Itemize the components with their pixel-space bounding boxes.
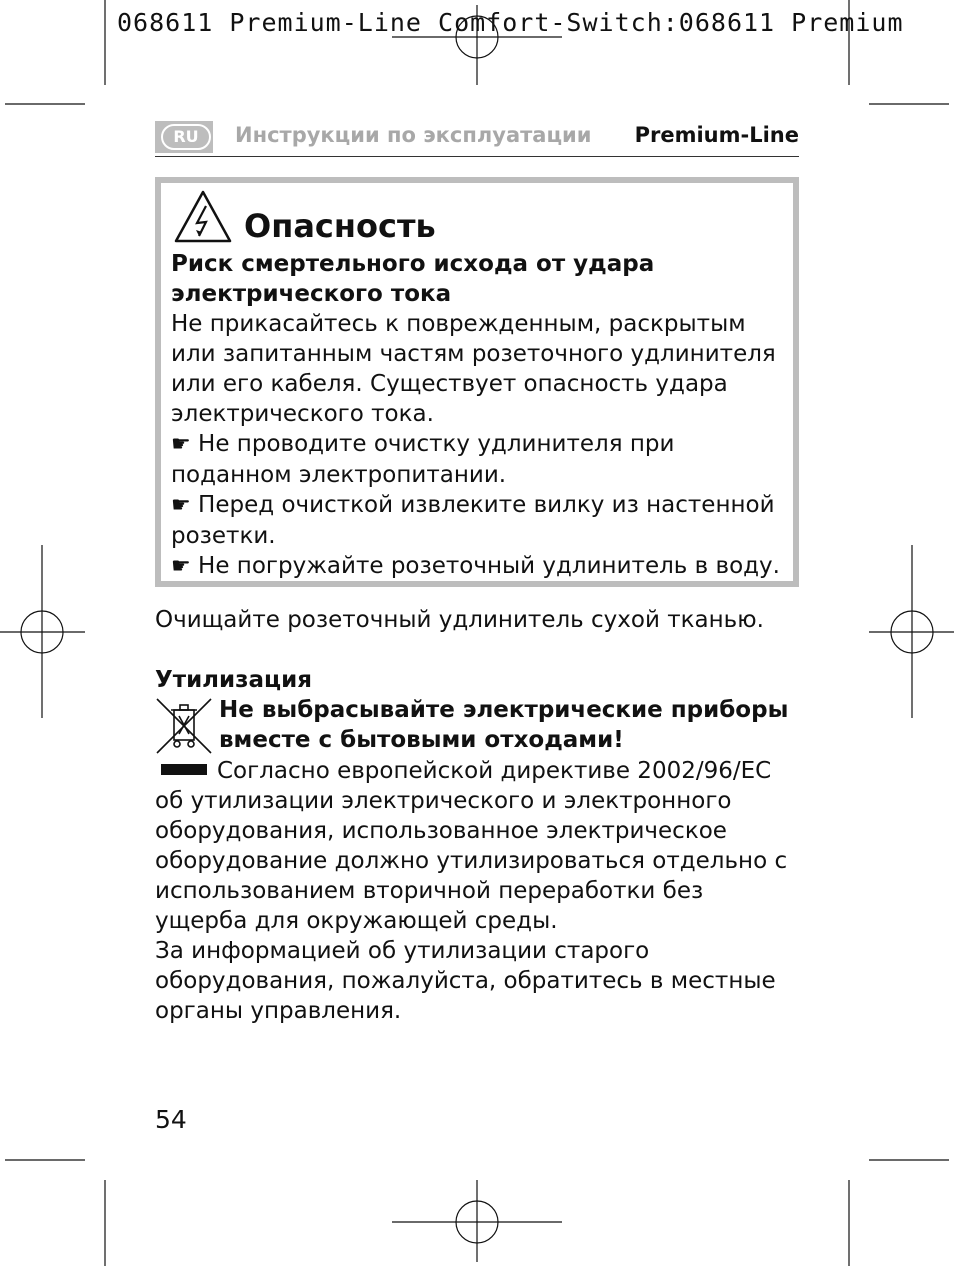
bullet-text: Не погружайте розеточный удлинитель в воду. [198,553,780,579]
bullet-text: Перед очисткой извлеките вилку из настенной розетки. [171,492,775,549]
black-bar-symbol [161,764,207,775]
warning-bullet [171,551,791,582]
warning-subtitle: Риск смертельного исхода от удара электрического тока [171,251,655,307]
warning-bullet [171,490,791,551]
disposal-paragraph-2: За информацией об утилизации старого оборудования, пожалуйста, обратитесь в местные органы управления. [155,938,776,1024]
page-number: 54 [155,1105,187,1134]
disposal-warning: Не выбрасывайте электрические приборы вместе с бытовыми отходами! [219,697,789,753]
cleaning-instruction: Очищайте розеточный удлинитель сухой тканью. [155,607,764,633]
pointing-hand-icon: ☛ [171,432,191,457]
print-slug-line: 068611 Premium-Line Comfort-Switch:068611 Premium [117,8,904,37]
warning-body [171,309,791,582]
pointing-hand-icon: ☛ [171,554,191,579]
warning-title: Опасность [244,207,436,245]
page-header [155,118,799,157]
pointing-hand-icon: ☛ [171,493,191,518]
disposal-heading: Утилизация [155,667,312,693]
disposal-body [155,756,799,1026]
warning-text: Не прикасайтесь к поврежденным, раскрытым или запитанным частям розеточного удлинителя или его кабеля. Существует опасность удара электрического тока. [171,311,776,427]
high-voltage-warning-icon [173,189,233,245]
bullet-text: Не проводите очистку удлинителя при поданном электропитании. [171,431,675,488]
danger-warning-box [155,177,799,587]
warning-bullet [171,429,791,490]
document-title: Инструкции по эксплуатации [235,123,592,147]
language-badge [155,121,213,153]
brand-name: Premium-Line [634,123,799,147]
crossed-out-bin-icon [155,697,213,755]
language-code: RU [161,124,211,150]
disposal-paragraph-1: Согласно европейской директиве 2002/96/ЕС об утилизации электрического и электронного оборудования, использованное электрическое оборудование должно утилизироваться отдельно с использованием вторичной переработки без ущерба для окружающей среды. [155,758,788,934]
